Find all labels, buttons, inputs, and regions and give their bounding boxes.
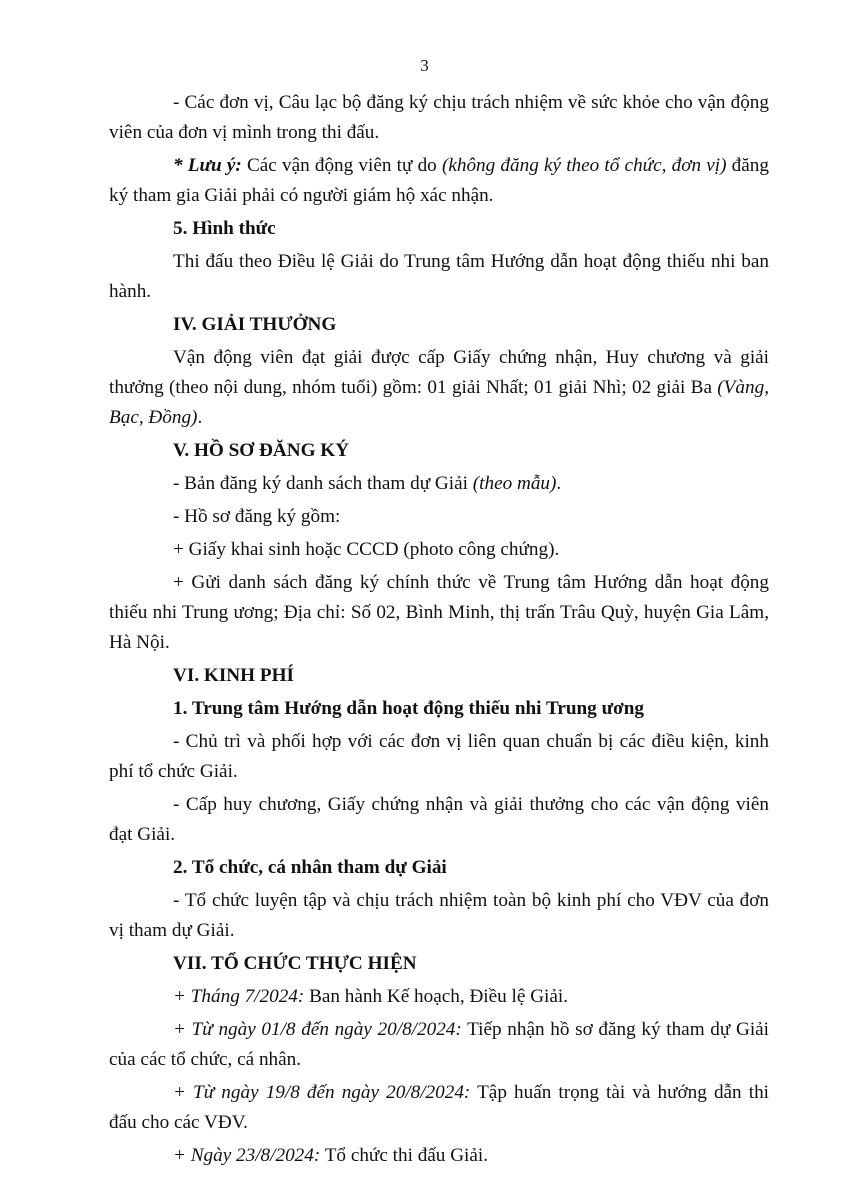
- paragraph-note: [109, 151, 769, 211]
- heading-ho-so: V. HỒ SƠ ĐĂNG KÝ: [173, 440, 350, 461]
- paragraph-chu-tri: - Chủ trì và phối hợp với các đơn vị liên quan chuẩn bị các điều kiện, kinh phí tổ chức Giải.: [109, 731, 769, 782]
- note-text: Các vận động viên tự do: [241, 155, 442, 176]
- timeline-text: Tiếp nhận hồ sơ đăng ký tham dự Giải của các tổ chức, cá nhân.: [109, 1019, 770, 1070]
- subheading-to-chuc-ca-nhan: 2. Tổ chức, cá nhân tham dự Giải: [173, 857, 447, 878]
- paragraph-ho-so-gom: - Hồ sơ đăng ký gồm:: [173, 506, 341, 527]
- note-italic: (không đăng ký theo tổ chức, đơn vị): [441, 155, 727, 176]
- timeline-item: [109, 1141, 769, 1171]
- timeline-date: + Từ ngày 01/8 đến ngày 20/8/2024:: [173, 1019, 462, 1040]
- paragraph-cap-huy-chuong: - Cấp huy chương, Giấy chứng nhận và giải thưởng cho các vận động viên đạt Giải.: [109, 794, 769, 845]
- paragraph-hinh-thuc: Thi đấu theo Điều lệ Giải do Trung tâm Hướng dẫn hoạt động thiếu nhi ban hành.: [109, 251, 769, 302]
- timeline-text: Ban hành Kế hoạch, Điều lệ Giải.: [304, 986, 569, 1007]
- ban-dang-ky-italic: (theo mẫu): [472, 473, 557, 494]
- paragraph-giai-thuong: [109, 343, 769, 433]
- note-label: * Lưu ý:: [173, 155, 242, 176]
- ban-dang-ky-end: .: [556, 473, 562, 494]
- paragraph-responsibility: - Các đơn vị, Câu lạc bộ đăng ký chịu trách nhiệm về sức khỏe cho vận động viên của đơn vị mình trong thi đấu.: [109, 92, 769, 143]
- timeline-date: + Từ ngày 19/8 đến ngày 20/8/2024:: [173, 1082, 471, 1103]
- paragraph-giay-khai-sinh: + Giấy khai sinh hoặc CCCD (photo công chứng).: [173, 539, 560, 560]
- giai-thuong-italic: (Vàng, Bạc, Đồng): [109, 377, 769, 428]
- heading-to-chuc-thuc-hien: VII. TỔ CHỨC THỰC HIỆN: [173, 953, 417, 974]
- timeline-date: + Ngày 23/8/2024:: [173, 1145, 321, 1166]
- heading-giai-thuong: IV. GIẢI THƯỞNG: [173, 314, 337, 335]
- document-body: [109, 88, 769, 1174]
- page-number: 3: [420, 56, 429, 75]
- timeline-item: [109, 1015, 769, 1075]
- heading-kinh-phi: VI. KINH PHÍ: [173, 665, 294, 686]
- timeline-text: Tập huấn trọng tài và hướng dẫn thi đấu cho các VĐV.: [109, 1082, 770, 1133]
- timeline-text: Tổ chức thi đấu Giải.: [320, 1145, 489, 1166]
- paragraph-ban-dang-ky: [109, 469, 769, 499]
- paragraph-gui-danh-sach: + Gửi danh sách đăng ký chính thức về Trung tâm Hướng dẫn hoạt động thiếu nhi Trung ương; Địa chỉ: Số 02, Bình Minh, thị trấn Trâu Quỳ, huyện Gia Lâm, Hà Nội.: [109, 572, 769, 653]
- note-text-end: đăng ký tham gia Giải phải có người giám hộ xác nhận.: [109, 155, 769, 206]
- giai-thuong-text: Vận động viên đạt giải được cấp Giấy chứng nhận, Huy chương và giải thưởng (theo nội dung, nhóm tuổi) gồm: 01 giải Nhất; 01 giải Nhì; 02 giải Ba: [109, 347, 769, 398]
- giai-thuong-end: .: [197, 407, 203, 428]
- heading-hinh-thuc: 5. Hình thức: [173, 218, 276, 239]
- timeline-item: [109, 1078, 769, 1138]
- ban-dang-ky-text: - Bản đăng ký danh sách tham dự Giải: [173, 473, 473, 494]
- subheading-trung-tam: 1. Trung tâm Hướng dẫn hoạt động thiếu nhi Trung ương: [173, 698, 644, 719]
- timeline-date: + Tháng 7/2024:: [173, 986, 305, 1007]
- paragraph-luyen-tap: - Tổ chức luyện tập và chịu trách nhiệm toàn bộ kinh phí cho VĐV của đơn vị tham dự Giải.: [109, 890, 769, 941]
- timeline-item: [109, 982, 769, 1012]
